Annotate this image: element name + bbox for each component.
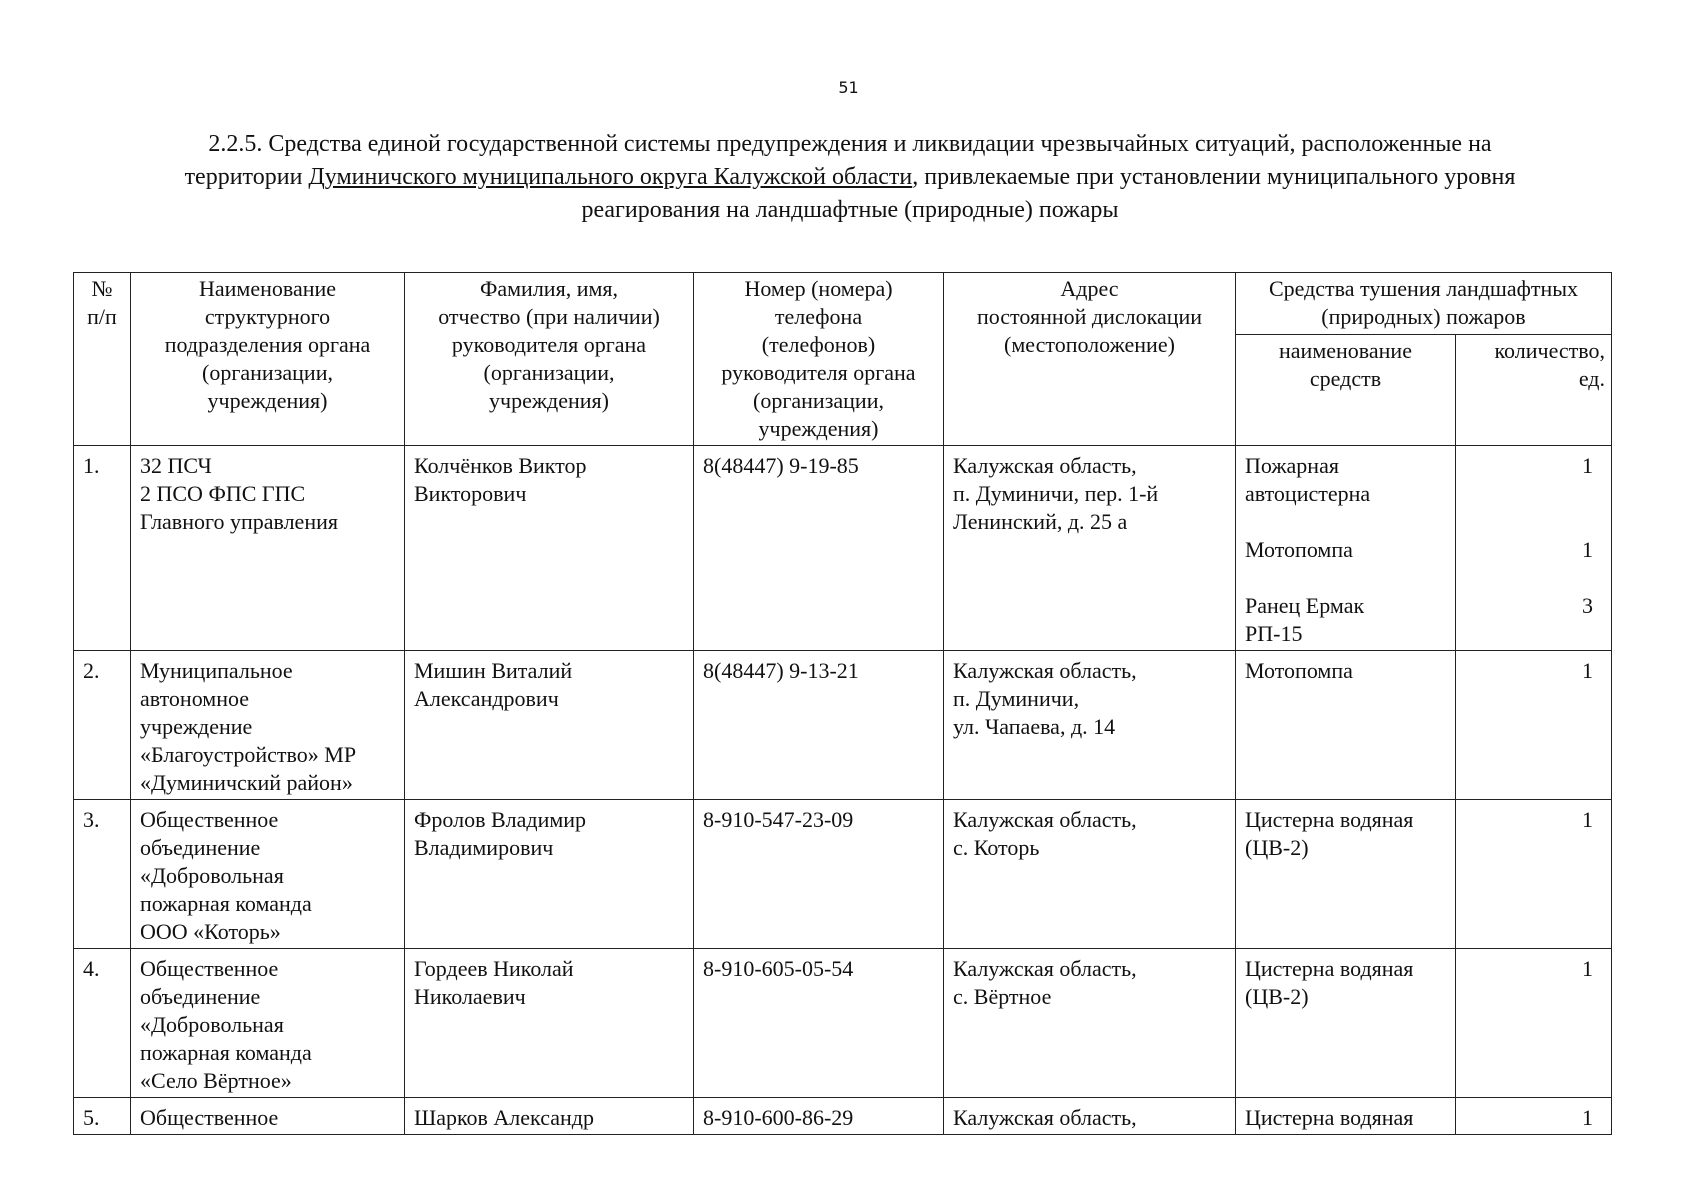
head-name-line: Владимирович: [414, 835, 554, 860]
means-name-line: Мотопомпа: [1245, 537, 1353, 562]
header-line: отчество (при наличии): [438, 304, 660, 329]
phone-cell: 8(48447) 9-19-85: [694, 446, 944, 651]
header-line: (организации,: [202, 360, 333, 385]
means-qty-value: 1: [1582, 453, 1593, 478]
means-name-cell: [1236, 949, 1456, 1098]
means-qty-cell: [1456, 800, 1612, 949]
means-qty-cell: [1456, 949, 1612, 1098]
header-line: структурного: [204, 304, 331, 329]
head-name-line: Фролов Владимир: [414, 807, 587, 832]
head-name-line: Мишин Виталий: [414, 658, 573, 683]
header-line: подразделения органа: [164, 332, 371, 357]
organization-cell: [131, 446, 405, 651]
row-number: 5.: [74, 1098, 131, 1135]
organization-line: «Благоустройство» МР: [140, 742, 357, 767]
means-name-cell: [1236, 446, 1456, 651]
organization-cell: [131, 800, 405, 949]
means-qty-cell: [1456, 446, 1612, 651]
header-line: (местоположение): [1004, 332, 1175, 357]
head-name-cell: [405, 651, 694, 800]
address-line: с. Вёртное: [953, 984, 1052, 1009]
organization-line: «Думиничский район»: [140, 770, 353, 795]
means-name-cell: [1236, 651, 1456, 800]
means-qty-value: 1: [1582, 658, 1593, 683]
address-line: п. Думиничи,: [953, 686, 1080, 711]
organization-line: учреждение: [140, 714, 253, 739]
means-name-line: Цистерна водяная: [1245, 1105, 1414, 1130]
header-line: руководителя органа: [451, 332, 647, 357]
header-address: [944, 273, 1236, 446]
header-line: Фамилия, имя,: [479, 276, 619, 301]
means-name-line: автоцистерна: [1245, 481, 1371, 506]
header-num: [74, 273, 131, 446]
header-line: наименование: [1279, 338, 1412, 364]
header-line: Адрес: [1060, 276, 1119, 301]
header-line: учреждения): [489, 388, 609, 413]
organization-line: Общественное: [140, 807, 279, 832]
header-means-name: [1236, 335, 1456, 446]
head-name-line: Александрович: [414, 686, 559, 711]
organization-line: пожарная команда: [140, 1040, 312, 1065]
table-row: [74, 446, 1612, 651]
header-line: постоянной дислокации: [976, 304, 1203, 329]
address-line: Калужская область,: [953, 658, 1137, 683]
head-name-cell: [405, 1098, 694, 1135]
table-body: [74, 446, 1612, 1135]
heading-line-3: реагирования на ландшафтные (природные) пожары: [581, 197, 1119, 223]
address-cell: [944, 949, 1236, 1098]
address-line: Калужская область,: [953, 1105, 1137, 1130]
heading-line-2: [100, 161, 1600, 194]
head-name-line: Викторович: [414, 481, 527, 506]
heading-municipality: Думиничского муниципального округа Калужской области: [308, 164, 913, 190]
phone-cell: 8(48447) 9-13-21: [694, 651, 944, 800]
means-name-line: РП-15: [1245, 621, 1303, 646]
means-name-line: (ЦВ-2): [1245, 984, 1309, 1009]
organization-line: Общественное: [140, 1105, 279, 1130]
address-line: ул. Чапаева, д. 14: [953, 714, 1116, 739]
means-qty-cell: [1456, 1098, 1612, 1135]
table-row: [74, 949, 1612, 1098]
address-cell: [944, 446, 1236, 651]
head-name-line: Шарков Александр: [414, 1105, 594, 1130]
header-line: Средства тушения ландшафтных: [1268, 276, 1579, 301]
organization-line: Общественное: [140, 956, 279, 981]
header-means-qty: [1456, 335, 1612, 446]
header-line: Наименование: [198, 276, 337, 301]
header-line: учреждения): [207, 388, 328, 413]
head-name-line: Колчёнков Виктор: [414, 453, 587, 478]
organization-line: «Добровольная: [140, 863, 284, 888]
header-line: п/п: [87, 304, 117, 329]
row-number: 3.: [74, 800, 131, 949]
organization-line: «Добровольная: [140, 1012, 284, 1037]
header-line: (организации,: [753, 388, 884, 413]
section-heading: [100, 128, 1600, 227]
header-line: (природных) пожаров: [1321, 304, 1526, 329]
header-line: №: [91, 276, 113, 301]
head-name-line: Николаевич: [414, 984, 526, 1009]
heading-line-1: 2.2.5. Средства единой государственной системы предупреждения и ликвидации чрезвычайных ситуаций, расположенные на: [208, 131, 1492, 157]
phone-cell: 8-910-600-86-29: [694, 1098, 944, 1135]
table-row: [74, 1098, 1612, 1135]
means-name-line: (ЦВ-2): [1245, 835, 1309, 860]
means-qty-value: 1: [1582, 956, 1593, 981]
header-line: телефона: [774, 304, 863, 329]
head-name-line: Гордеев Николай: [414, 956, 574, 981]
organization-line: объединение: [140, 984, 261, 1009]
organization-line: Муниципальное: [140, 658, 293, 683]
means-qty-value: 3: [1582, 593, 1593, 618]
header-phone: [694, 273, 944, 446]
head-name-cell: [405, 800, 694, 949]
table-row: [74, 800, 1612, 949]
address-cell: [944, 1098, 1236, 1135]
address-cell: [944, 800, 1236, 949]
address-cell: [944, 651, 1236, 800]
row-number: 4.: [74, 949, 131, 1098]
organization-line: 2 ПСО ФПС ГПС: [140, 481, 306, 506]
means-qty-value: 1: [1582, 537, 1593, 562]
heading-line-2-prefix: территории: [184, 164, 309, 190]
address-line: Калужская область,: [953, 807, 1137, 832]
page-number: 51: [838, 78, 859, 97]
head-name-cell: [405, 949, 694, 1098]
address-line: Ленинский, д. 25 а: [953, 509, 1128, 534]
head-name-cell: [405, 446, 694, 651]
header-line: количество,: [1494, 338, 1605, 364]
organization-line: ООО «Которь»: [140, 919, 281, 944]
means-qty-value: 1: [1582, 1105, 1593, 1130]
address-line: с. Которь: [953, 835, 1040, 860]
header-line: учреждения): [758, 416, 879, 441]
table-row: [74, 651, 1612, 800]
header-line: средств: [1309, 366, 1382, 392]
row-number: 2.: [74, 651, 131, 800]
header-line: Номер (номера): [744, 276, 893, 301]
header-head-name: [405, 273, 694, 446]
organization-line: Главного управления: [140, 509, 338, 534]
means-name-line: Цистерна водяная: [1245, 956, 1414, 981]
organization-line: 32 ПСЧ: [140, 453, 212, 478]
row-number: 1.: [74, 446, 131, 651]
organization-line: автономное: [140, 686, 250, 711]
organization-cell: [131, 949, 405, 1098]
means-qty-cell: [1456, 651, 1612, 800]
organization-line: «Село Вёртное»: [140, 1068, 292, 1093]
header-line: (телефонов): [761, 332, 876, 357]
table-header: [74, 273, 1612, 446]
header-organization: [131, 273, 405, 446]
address-line: Калужская область,: [953, 956, 1137, 981]
heading-line-2-suffix: , привлекаемые при установлении муниципального уровня: [912, 164, 1516, 190]
header-line: (организации,: [483, 360, 615, 385]
header-means-group: [1236, 273, 1612, 335]
address-line: п. Думиничи, пер. 1-й: [953, 481, 1159, 506]
forces-table: [73, 272, 1612, 1135]
phone-cell: 8-910-605-05-54: [694, 949, 944, 1098]
means-name-line: Цистерна водяная: [1245, 807, 1414, 832]
header-line: ед.: [1578, 366, 1605, 392]
address-line: Калужская область,: [953, 453, 1137, 478]
means-name-line: Пожарная: [1245, 453, 1339, 478]
means-name-cell: [1236, 800, 1456, 949]
organization-line: объединение: [140, 835, 261, 860]
phone-cell: 8-910-547-23-09: [694, 800, 944, 949]
means-name-cell: [1236, 1098, 1456, 1135]
means-name-line: Мотопомпа: [1245, 658, 1353, 683]
organization-line: пожарная команда: [140, 891, 312, 916]
means-name-line: Ранец Ермак: [1245, 593, 1365, 618]
means-qty-value: 1: [1582, 807, 1593, 832]
organization-cell: [131, 651, 405, 800]
header-line: руководителя органа: [721, 360, 916, 385]
organization-cell: [131, 1098, 405, 1135]
